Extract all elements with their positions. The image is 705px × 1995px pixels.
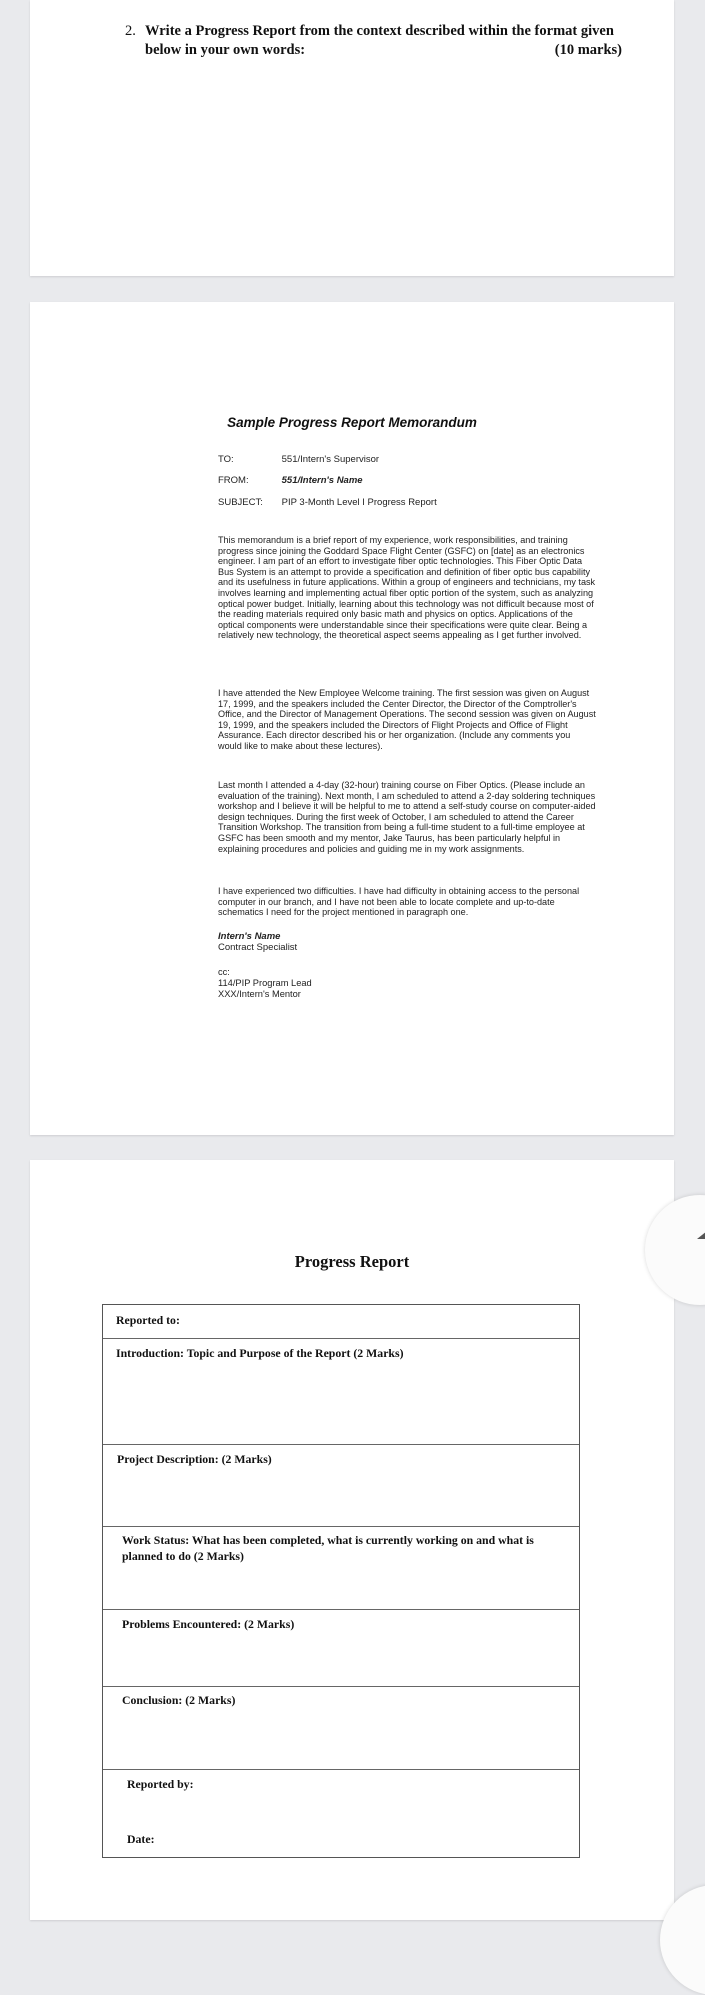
document-page-1 bbox=[30, 0, 674, 276]
signature-title: Contract Specialist bbox=[218, 942, 298, 953]
form-row-label-date: Date: bbox=[127, 1832, 155, 1846]
question-marks: (10 marks) bbox=[554, 42, 622, 58]
form-row-label: Project Description: (2 Marks) bbox=[117, 1452, 272, 1466]
form-row-conclusion bbox=[103, 1686, 579, 1770]
form-row-label: Introduction: Topic and Purpose of the Report (2 Marks) bbox=[116, 1346, 404, 1360]
signature-name: Intern's Name bbox=[218, 931, 281, 942]
cc-label: cc: bbox=[218, 967, 230, 977]
form-row-label: Reported by: bbox=[127, 1777, 194, 1791]
form-row-label: Work Status: What has been completed, what is currently working on and what is planned to do (2 Marks) bbox=[122, 1533, 534, 1563]
question-text-line2: below in your own words: bbox=[145, 42, 306, 58]
chevron-up-icon[interactable] bbox=[697, 1231, 705, 1239]
question-number: 2. bbox=[125, 23, 136, 39]
form-row-problems bbox=[103, 1609, 579, 1687]
progress-report-form bbox=[102, 1304, 580, 1858]
memo-to-row bbox=[218, 454, 379, 465]
memo-paragraph: Last month I attended a 4-day (32-hour) training course on Fiber Optics. (Please include an evaluation of the training). Next month, I am scheduled to attend a 2-day soldering techniques workshop and I believe it will be helpful to me to attend a self-study course on computer-aided design techniques. During the first week of October, I am scheduled to attend the Career Transition Workshop. The transition from being a full-time student to a full-time employee at GSFC has been smooth and my mentor, Jake Taurus, has been particularly helpful in explaining procedures and policies and guiding me in my work assignments. bbox=[218, 780, 596, 854]
memo-paragraph: I have attended the New Employee Welcome training. The first session was given on August 17, 1999, and the speakers included the Center Director, the Director of the Comptroller's Office, and the Director of Management Operations. The second session was given on August 19, 1999, and the speakers included the Directors of Flight Projects and Office of Flight Assurance. Each director described his or her organization. (Include any comments you would like to make about these lectures). bbox=[218, 688, 596, 751]
memo-from-value: 551/Intern's Name bbox=[281, 475, 363, 486]
memo-from-label: FROM: bbox=[218, 475, 249, 486]
memo-to-label: TO: bbox=[218, 454, 234, 465]
document-page-2 bbox=[30, 302, 674, 1135]
form-row-project-description bbox=[103, 1444, 579, 1527]
memo-paragraph: This memorandum is a brief report of my experience, work responsibilities, and training progress since joining the Goddard Space Flight Center (GSFC) on [date] as an electronics engineer. I am part of an effort to investigate fiber optic technologies. This Fiber Optic Data Bus System is an attempt to provide a specification and definition of fiber optic bus capability and its usefulness in future applications. Within a group of engineers and technicians, my task involves learning and implementing actual fiber optic portion of the system, such as analyzing optical power budget. Initially, learning about this technology was not difficult because most of the reading materials required only basic math and physics on optics. Applications of the optical components were understandable since their specifications were quite clear. Being a relatively new technology, the theoretical aspect seems appealing as I get further involved. bbox=[218, 535, 596, 641]
memo-from-row bbox=[218, 475, 363, 486]
form-row-introduction bbox=[103, 1338, 579, 1445]
memo-to-value: 551/Intern's Supervisor bbox=[281, 454, 380, 465]
form-title: Progress Report bbox=[294, 1252, 410, 1271]
cc-item: XXX/Intern's Mentor bbox=[218, 989, 301, 999]
form-row-label: Reported to: bbox=[116, 1313, 180, 1327]
form-row-label: Conclusion: (2 Marks) bbox=[122, 1693, 236, 1707]
question-text-line1: Write a Progress Report from the context described within the format given bbox=[145, 23, 614, 39]
form-row-reported-by bbox=[103, 1769, 579, 1858]
memo-title: Sample Progress Report Memorandum bbox=[227, 415, 477, 430]
memo-subject-label: SUBJECT: bbox=[218, 497, 263, 508]
form-row-work-status bbox=[103, 1526, 579, 1610]
cc-item: 114/PIP Program Lead bbox=[218, 978, 312, 988]
form-row-label: Problems Encountered: (2 Marks) bbox=[122, 1617, 295, 1631]
document-page-3 bbox=[30, 1160, 674, 1920]
memo-subject-value: PIP 3-Month Level I Progress Report bbox=[281, 497, 437, 508]
form-row-reported-to bbox=[103, 1305, 579, 1338]
memo-subject-row bbox=[218, 497, 437, 508]
memo-paragraph: I have experienced two difficulties. I have had difficulty in obtaining access to the personal computer in our branch, and I have not been able to locate complete and up-to-date schematics I need for the project mentioned in paragraph one. bbox=[218, 886, 580, 918]
